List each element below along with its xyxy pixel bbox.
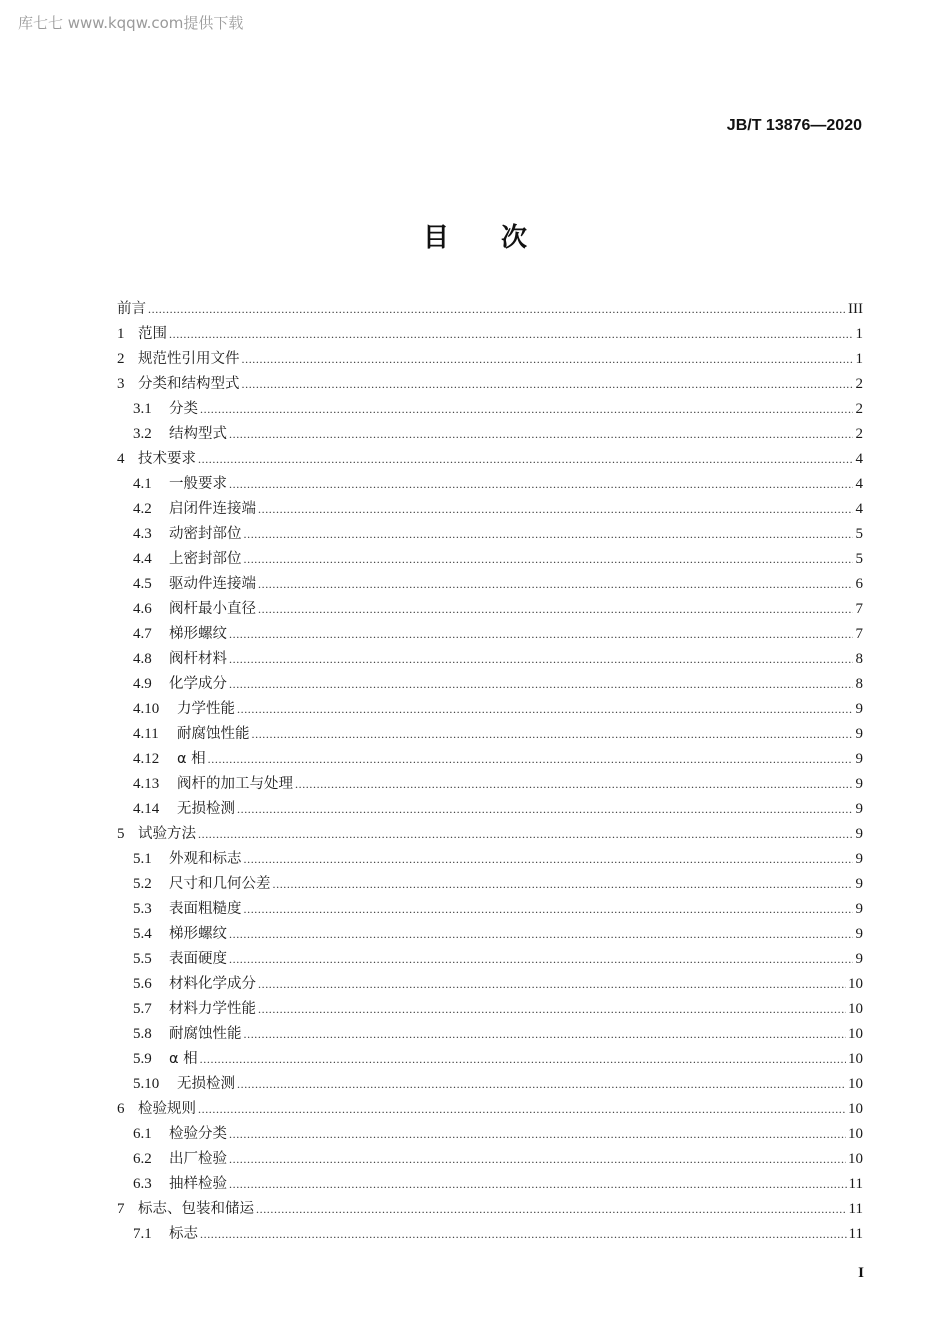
toc-leader-dots	[258, 497, 853, 522]
toc-entry-page: 9	[855, 701, 863, 717]
toc-entry[interactable]	[117, 747, 863, 772]
toc-entry-page: 10	[848, 1051, 863, 1067]
toc-entry-label: 阀杆材料	[169, 651, 227, 667]
toc-entry-page: 9	[855, 851, 863, 867]
toc-leader-dots	[237, 1072, 846, 1097]
toc-entry-label: 梯形螺纹	[169, 626, 227, 642]
toc-entry-label: 材料化学成分	[169, 976, 256, 992]
toc-leader-dots	[258, 972, 846, 997]
toc-entry-number: 5.10	[133, 1076, 160, 1092]
toc-entry-number: 3	[117, 376, 125, 392]
toc-entry[interactable]	[117, 822, 863, 847]
toc-entry[interactable]	[117, 672, 863, 697]
toc-leader-dots	[148, 297, 846, 322]
toc-leader-dots	[229, 622, 853, 647]
toc-entry-page: 4	[855, 451, 863, 467]
toc-entry-page: 10	[848, 1026, 863, 1042]
toc-entry[interactable]	[117, 872, 863, 897]
toc-entry-label: 标志	[169, 1226, 198, 1242]
toc-leader-dots	[252, 722, 854, 747]
toc-leader-dots	[200, 1222, 847, 1247]
toc-entry[interactable]	[117, 1047, 863, 1072]
toc-entry-page: 9	[855, 876, 863, 892]
toc-entry-number: 4.9	[133, 676, 152, 692]
toc-entry-number: 6.3	[133, 1176, 152, 1192]
toc-entry-page: 2	[855, 426, 863, 442]
toc-leader-dots	[229, 647, 853, 672]
toc-leader-dots	[258, 597, 853, 622]
toc-entry-label: 结构型式	[169, 426, 227, 442]
toc-entry-label: 动密封部位	[169, 526, 242, 542]
toc-entry[interactable]	[117, 997, 863, 1022]
toc-entry-number: 4.8	[133, 651, 152, 667]
toc-entry-page: 9	[855, 776, 863, 792]
toc-entry-label: 力学性能	[177, 701, 235, 717]
toc-entry-label: 上密封部位	[169, 551, 242, 567]
toc-leader-dots	[244, 547, 854, 572]
toc-entry-page: 5	[855, 551, 863, 567]
toc-entry-page: 11	[848, 1226, 863, 1242]
toc-entry-number: 5.6	[133, 976, 152, 992]
toc-entry-number: 2	[117, 351, 125, 367]
toc-entry-number: 1	[117, 326, 125, 342]
toc-entry[interactable]	[117, 447, 863, 472]
toc-entry-page: 9	[855, 926, 863, 942]
toc-entry-page: 11	[848, 1176, 863, 1192]
toc-leader-dots	[198, 447, 853, 472]
toc-leader-dots	[229, 947, 853, 972]
toc-entry-page: 4	[855, 476, 863, 492]
toc-entry[interactable]	[117, 472, 863, 497]
toc-entry-page: 1	[855, 351, 863, 367]
toc-leader-dots	[229, 672, 853, 697]
toc-entry-page: 10	[848, 1001, 863, 1017]
toc-entry[interactable]	[117, 347, 863, 372]
toc-entry-label: 出厂检验	[169, 1151, 227, 1167]
toc-entry[interactable]	[117, 772, 863, 797]
toc-leader-dots	[200, 397, 853, 422]
toc-entry[interactable]	[117, 947, 863, 972]
toc-entry-page: 5	[855, 526, 863, 542]
toc-entry[interactable]	[117, 1072, 863, 1097]
toc-leader-dots	[208, 747, 853, 772]
toc-entry-number: 4.5	[133, 576, 152, 592]
toc-entry-page: 10	[848, 976, 863, 992]
toc-entry-page: 1	[855, 326, 863, 342]
toc-entry-label: α 相	[177, 751, 206, 767]
toc-entry-number: 5.9	[133, 1051, 152, 1067]
toc-entry[interactable]	[117, 1197, 863, 1222]
toc-leader-dots	[242, 372, 854, 397]
toc-entry[interactable]	[117, 597, 863, 622]
table-of-contents	[117, 297, 863, 1247]
toc-entry-number: 4.13	[133, 776, 160, 792]
standard-number: JB/T 13876—2020	[726, 117, 862, 134]
toc-leader-dots	[237, 697, 853, 722]
toc-entry-number: 4	[117, 451, 125, 467]
toc-entry[interactable]	[117, 422, 863, 447]
toc-entry-label: 无损检测	[177, 1076, 235, 1092]
toc-leader-dots	[244, 522, 854, 547]
toc-entry[interactable]	[117, 572, 863, 597]
toc-entry-number: 5.3	[133, 901, 152, 917]
toc-entry-number: 5.7	[133, 1001, 152, 1017]
toc-entry-number: 4.3	[133, 526, 152, 542]
toc-leader-dots	[198, 1097, 846, 1122]
toc-entry-number: 4.11	[133, 726, 159, 742]
toc-entry[interactable]	[117, 1172, 863, 1197]
toc-entry-label: 外观和标志	[169, 851, 242, 867]
toc-entry-number: 5.1	[133, 851, 152, 867]
page-number: I	[858, 1265, 864, 1281]
toc-entry-page: 10	[848, 1076, 863, 1092]
toc-entry-page: 7	[855, 601, 863, 617]
toc-entry[interactable]	[117, 797, 863, 822]
toc-entry-page: 2	[855, 376, 863, 392]
toc-entry-label: 驱动件连接端	[169, 576, 256, 592]
toc-entry[interactable]	[117, 1147, 863, 1172]
toc-entry-label: 启闭件连接端	[169, 501, 256, 517]
toc-entry[interactable]	[117, 1122, 863, 1147]
toc-entry-label: 一般要求	[169, 476, 227, 492]
toc-leader-dots	[229, 422, 853, 447]
toc-entry-number: 3.1	[133, 401, 152, 417]
toc-entry[interactable]	[117, 372, 863, 397]
toc-entry-label: 检验规则	[138, 1101, 196, 1117]
toc-entry[interactable]	[117, 322, 863, 347]
toc-entry-number: 5.2	[133, 876, 152, 892]
toc-entry[interactable]	[117, 1222, 863, 1247]
toc-leader-dots	[244, 1022, 847, 1047]
toc-entry-page: 10	[848, 1151, 863, 1167]
page-title: 目次	[422, 223, 579, 253]
toc-entry-number: 4.12	[133, 751, 160, 767]
toc-entry-number: 5	[117, 826, 125, 842]
toc-entry-page: 7	[855, 626, 863, 642]
toc-entry[interactable]	[117, 397, 863, 422]
toc-leader-dots	[229, 1122, 846, 1147]
toc-entry[interactable]	[117, 497, 863, 522]
toc-entry[interactable]	[117, 922, 863, 947]
toc-entry-page: 9	[855, 951, 863, 967]
toc-entry[interactable]	[117, 1097, 863, 1122]
toc-leader-dots	[169, 322, 853, 347]
toc-entry-label: 试验方法	[138, 826, 196, 842]
toc-leader-dots	[242, 347, 854, 372]
toc-leader-dots	[258, 997, 846, 1022]
toc-entry-number: 4.6	[133, 601, 152, 617]
toc-entry-number: 4.4	[133, 551, 152, 567]
toc-entry-number: 4.7	[133, 626, 152, 642]
toc-entry[interactable]	[117, 1022, 863, 1047]
toc-entry-label: 材料力学性能	[169, 1001, 256, 1017]
toc-entry-number: 6.2	[133, 1151, 152, 1167]
toc-entry-label: 尺寸和几何公差	[169, 876, 271, 892]
toc-entry-page: 9	[855, 826, 863, 842]
toc-entry-page: 9	[855, 751, 863, 767]
toc-leader-dots	[273, 872, 854, 897]
toc-entry-page: 9	[855, 726, 863, 742]
toc-entry[interactable]	[117, 547, 863, 572]
toc-entry-label: 梯形螺纹	[169, 926, 227, 942]
toc-entry[interactable]	[117, 297, 863, 322]
toc-entry-number: 5.5	[133, 951, 152, 967]
toc-entry[interactable]	[117, 697, 863, 722]
toc-entry-page: 11	[848, 1201, 863, 1217]
toc-entry-number: 4.1	[133, 476, 152, 492]
toc-entry-label: 抽样检验	[169, 1176, 227, 1192]
toc-entry-label: 范围	[138, 326, 167, 342]
toc-entry[interactable]	[117, 847, 863, 872]
toc-leader-dots	[237, 797, 853, 822]
toc-entry[interactable]	[117, 622, 863, 647]
toc-entry-page: 10	[848, 1101, 863, 1117]
toc-entry-number: 7	[117, 1201, 125, 1217]
toc-leader-dots	[198, 822, 853, 847]
toc-entry-page: 9	[855, 901, 863, 917]
toc-entry-page: 6	[855, 576, 863, 592]
toc-entry-label: 分类和结构型式	[138, 376, 240, 392]
toc-entry-label: 分类	[169, 401, 198, 417]
toc-entry-page: 8	[855, 651, 863, 667]
toc-entry-label: 标志、包装和储运	[138, 1201, 254, 1217]
toc-entry-number: 3.2	[133, 426, 152, 442]
toc-leader-dots	[229, 472, 853, 497]
toc-leader-dots	[295, 772, 853, 797]
toc-entry-label: 无损检测	[177, 801, 235, 817]
toc-entry-number: 4.2	[133, 501, 152, 517]
toc-entry-label: 耐腐蚀性能	[177, 726, 250, 742]
watermark: 库七七 www.kqqw.com提供下载	[18, 14, 244, 32]
toc-entry-label: 表面粗糙度	[169, 901, 242, 917]
toc-entry-label: 化学成分	[169, 676, 227, 692]
toc-leader-dots	[229, 1172, 847, 1197]
toc-entry-label: 阀杆最小直径	[169, 601, 256, 617]
toc-entry-page: 8	[855, 676, 863, 692]
toc-entry-number: 4.14	[133, 801, 160, 817]
toc-entry-page: 2	[855, 401, 863, 417]
toc-entry-number: 5.8	[133, 1026, 152, 1042]
toc-entry[interactable]	[117, 722, 863, 747]
toc-entry-number: 6	[117, 1101, 125, 1117]
toc-entry-number: 5.4	[133, 926, 152, 942]
toc-leader-dots	[244, 847, 854, 872]
toc-entry-page: III	[848, 301, 863, 317]
toc-entry-label: 检验分类	[169, 1126, 227, 1142]
toc-entry-page: 10	[848, 1126, 863, 1142]
toc-leader-dots	[256, 1197, 847, 1222]
toc-entry[interactable]	[117, 897, 863, 922]
toc-leader-dots	[200, 1047, 846, 1072]
toc-entry-label: 阀杆的加工与处理	[177, 776, 293, 792]
toc-entry-number: 7.1	[133, 1226, 152, 1242]
toc-entry[interactable]	[117, 972, 863, 997]
toc-entry-page: 4	[855, 501, 863, 517]
toc-entry-label: 规范性引用文件	[138, 351, 240, 367]
toc-entry[interactable]	[117, 522, 863, 547]
toc-leader-dots	[244, 897, 854, 922]
toc-leader-dots	[229, 1147, 846, 1172]
toc-entry[interactable]	[117, 647, 863, 672]
toc-entry-number: 4.10	[133, 701, 160, 717]
toc-entry-label: 技术要求	[138, 451, 196, 467]
toc-entry-label: 表面硬度	[169, 951, 227, 967]
toc-leader-dots	[229, 922, 853, 947]
toc-entry-page: 9	[855, 801, 863, 817]
toc-entry-label: α 相	[169, 1051, 198, 1067]
toc-entry-number: 6.1	[133, 1126, 152, 1142]
toc-leader-dots	[258, 572, 853, 597]
toc-entry-label: 前言	[117, 301, 146, 317]
toc-entry-label: 耐腐蚀性能	[169, 1026, 242, 1042]
